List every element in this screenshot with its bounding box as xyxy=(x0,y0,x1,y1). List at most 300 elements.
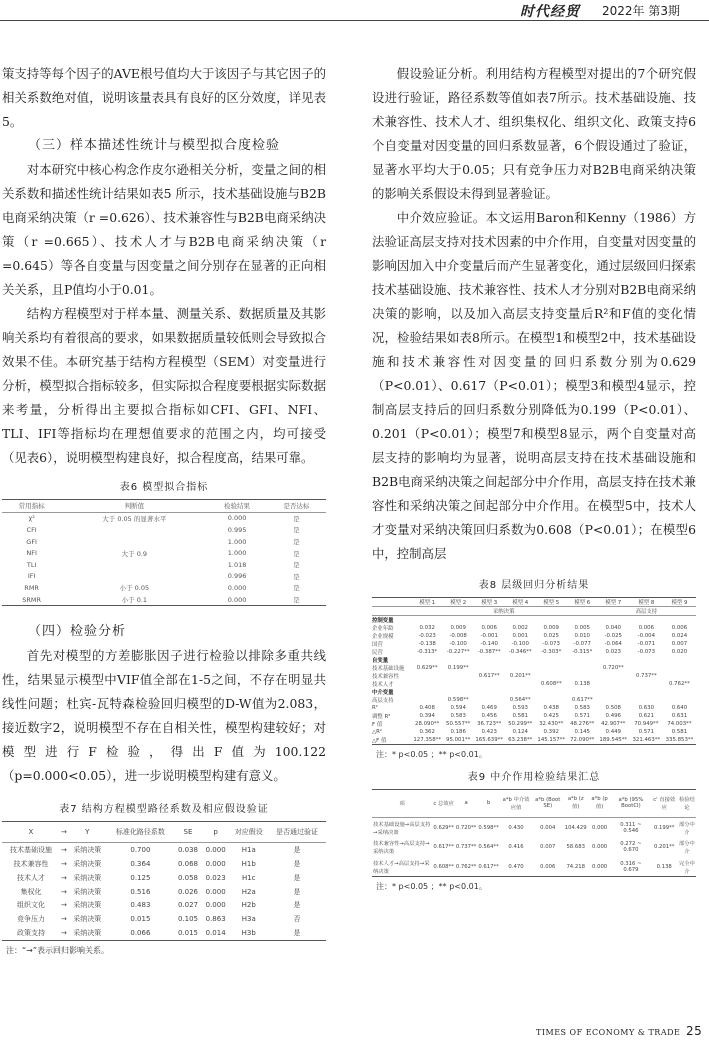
table-cell: H2a xyxy=(241,887,256,896)
table-cell: 0.201** xyxy=(654,844,675,851)
left-column xyxy=(2,62,326,956)
paragraph: 策支持等每个因子的AVE根号值均大于该因子与其它因子的相关系数绝对值，说明该量表具有良好的区分效度，详见表5。 xyxy=(2,66,326,129)
table-cell: 0.066 xyxy=(107,926,175,940)
table-cell: 0.863 xyxy=(205,915,226,924)
table-cell: SRMR xyxy=(2,594,61,606)
table-cell: 是 xyxy=(293,860,301,869)
table-row xyxy=(2,912,326,926)
table-cell: GFI xyxy=(26,537,37,546)
table-cell: -0.387** xyxy=(477,649,501,655)
table-cell: H1b xyxy=(241,860,256,869)
table-header: a*b 中介效应值 xyxy=(500,789,532,817)
table-cell: 采纳决策 xyxy=(73,860,102,869)
table-cell: 0.617** xyxy=(571,697,593,703)
table-cell xyxy=(473,664,506,672)
table-cell xyxy=(61,536,207,548)
table-cell xyxy=(568,616,597,625)
table-cell: 0.004 xyxy=(540,824,556,831)
table-cell xyxy=(597,688,630,696)
page-footer xyxy=(536,1024,703,1038)
table-cell: 0.000 xyxy=(227,583,247,592)
table-cell: 0.186 xyxy=(450,728,466,735)
table-cell xyxy=(535,664,568,672)
table-cell: 采纳决策 xyxy=(73,846,102,855)
table-cell: 0.995 xyxy=(227,525,247,534)
page-number: 25 xyxy=(686,1024,703,1038)
table-cell: 0.456 xyxy=(481,712,497,719)
table-header: p xyxy=(202,822,230,843)
table-cell: 高层支持 xyxy=(372,698,394,704)
table-row xyxy=(2,559,326,571)
table-cell: 技术基础设施→高层支持→采纳决策 xyxy=(373,821,431,836)
table9-note: 注：* p<0.05 ；** p<0.01。 xyxy=(376,882,487,892)
table-cell: 0.002 xyxy=(512,625,528,631)
table-cell: 0.483 xyxy=(130,901,151,910)
table-header: 模型 8 xyxy=(630,598,663,607)
table-row xyxy=(372,736,696,745)
table-cell: 0.058 xyxy=(177,873,199,882)
table-cell: 0.593 xyxy=(512,704,528,711)
table-cell xyxy=(630,664,663,672)
table-cell: 0.007 xyxy=(671,641,688,647)
table-cell: 0.630 xyxy=(638,704,655,711)
table-cell: 1.000 xyxy=(227,549,247,558)
table-cell: → xyxy=(61,860,67,869)
table-cell: 0.005 xyxy=(574,625,590,631)
table-cell: → xyxy=(61,873,67,882)
table-cell: 自变量 xyxy=(372,658,389,664)
table-cell: 0.394 xyxy=(419,712,435,719)
table-cell: -0.077 xyxy=(573,641,591,647)
table-cell xyxy=(597,680,630,688)
table-cell: -0.100 xyxy=(449,641,467,647)
table-cell xyxy=(61,571,207,583)
table-cell: 0.068 xyxy=(177,860,199,869)
table7-caption: 表7 结构方程模型路径系数及相应假设验证 xyxy=(59,804,269,816)
table-cell: 0.737** xyxy=(635,673,657,679)
table-cell xyxy=(597,616,630,625)
table-cell xyxy=(444,680,473,688)
table-cell: 0.617** xyxy=(477,857,499,877)
table-cell: -0.004 xyxy=(637,633,656,639)
table-row xyxy=(372,817,696,837)
table-header: a*b (p值) xyxy=(588,789,611,817)
table-cell: 是 xyxy=(293,561,300,570)
table-cell: 0.737** xyxy=(455,844,477,851)
table-cell: 采纳决策 xyxy=(73,873,102,882)
table-cell: 集权化 xyxy=(20,887,42,896)
table-cell: 0.364 xyxy=(130,860,151,869)
table-cell: 企业年龄 xyxy=(372,626,394,632)
table-cell: -0.138 xyxy=(418,641,436,647)
table-cell: 0.581 xyxy=(512,712,528,719)
table-row xyxy=(2,926,326,940)
table-cell: 165.639** xyxy=(473,736,506,745)
table-cell: 是 xyxy=(293,901,301,910)
table-header: 模型 6 xyxy=(568,598,597,607)
table-cell: 0.700 xyxy=(130,846,151,855)
table-cell: → xyxy=(61,901,67,910)
magazine-title: 时代经贸 xyxy=(520,4,580,20)
table-cell: -0.303* xyxy=(541,649,562,655)
table-header: 检验结果 xyxy=(207,500,266,513)
table-cell: 民营 xyxy=(372,650,383,656)
table-cell xyxy=(61,524,207,536)
table-cell: 0.581 xyxy=(671,728,688,735)
table-cell: 0.025 xyxy=(543,633,559,639)
table-cell: -0.071 xyxy=(637,641,656,647)
issue-label: 2022年 第3期 xyxy=(602,4,680,18)
table-row xyxy=(2,536,326,548)
table-cell: 63.238** xyxy=(506,736,535,745)
table-cell xyxy=(597,696,630,704)
table-cell: 0.408 xyxy=(419,704,435,711)
table-header: 检验结论 xyxy=(678,789,696,817)
table-cell: 0.598** xyxy=(478,824,499,831)
table-cell xyxy=(473,656,506,664)
table-cell: 调整 R² xyxy=(372,713,391,720)
table-header: b xyxy=(477,789,499,817)
table-header: 是否通过验证 xyxy=(268,822,326,843)
table7 xyxy=(2,821,326,941)
journal-name: TIMES OF ECONOMY & TRADE xyxy=(536,1028,681,1037)
table-cell xyxy=(630,696,663,704)
table-header: → xyxy=(60,822,68,843)
table-cell: 50.557** xyxy=(446,720,471,727)
table-cell xyxy=(411,680,444,688)
table-cell: H3b xyxy=(229,926,268,940)
table-cell: 0.000 xyxy=(205,846,226,855)
table-cell: 0.629** xyxy=(433,824,454,831)
table-row xyxy=(2,582,326,594)
table-header: 模型 2 xyxy=(444,598,473,607)
table-cell xyxy=(506,616,535,625)
table-cell: -0.073 xyxy=(542,641,560,647)
table-cell: -0.001 xyxy=(480,633,498,639)
table-cell: △F 值 xyxy=(372,736,411,745)
table-cell xyxy=(506,656,535,664)
table-group-row xyxy=(372,616,696,625)
table-cell: 0.020 xyxy=(671,649,688,655)
table-row xyxy=(2,594,326,606)
table-cell: -0.073 xyxy=(637,649,656,655)
table-header: 模型 3 xyxy=(473,598,506,607)
table-cell: χ² xyxy=(28,514,35,523)
table-cell: 0.006 xyxy=(481,625,497,631)
table-cell: 技术兼容性 xyxy=(372,674,399,680)
table-cell: 部分中介 xyxy=(678,821,695,836)
table-cell: H3a xyxy=(241,915,256,924)
table-cell: 部分中介 xyxy=(678,841,695,856)
table-cell: 0.000 xyxy=(227,514,247,523)
table-cell: 0.996 xyxy=(227,572,247,581)
table-cell: 0.564** xyxy=(478,844,499,851)
table-cell xyxy=(411,672,444,680)
table-cell: 0.000 xyxy=(592,844,608,851)
table-group-header xyxy=(372,607,411,616)
table-cell: R² xyxy=(372,704,378,711)
table-cell: -0.227** xyxy=(446,649,470,655)
table-cell: 0.105 xyxy=(177,915,199,924)
table-header: a*b (95% BootCI) xyxy=(611,789,651,817)
table-cell: 企业规模 xyxy=(372,634,394,640)
table-cell: -0.140 xyxy=(480,641,498,647)
section-heading: （四）检验分析 xyxy=(28,624,127,640)
table-cell: 0.316 ~ 0.679 xyxy=(611,857,651,877)
table-cell: 是 xyxy=(293,584,300,593)
table-cell: 0.124 xyxy=(512,728,528,735)
table-cell: 0.608** xyxy=(432,857,454,877)
table-cell: 0.508 xyxy=(605,704,621,711)
table-cell xyxy=(663,696,696,704)
table-cell: 0.007 xyxy=(540,844,556,851)
table-cell: 0.027 xyxy=(177,901,199,910)
table-cell: 0.423 xyxy=(481,728,497,735)
table-cell: 采纳决策 xyxy=(68,926,107,940)
table-cell xyxy=(663,616,696,625)
table-cell: 95.001** xyxy=(444,736,473,745)
table-cell xyxy=(630,656,663,664)
table-cell: 104.429 xyxy=(564,824,587,831)
table-cell: -0.025 xyxy=(604,633,622,639)
table-cell: 0.138 xyxy=(651,857,678,877)
table-cell: 0.564** xyxy=(509,697,531,703)
table-cell: -0.064 xyxy=(604,641,622,647)
table-header: 对应假设 xyxy=(229,822,268,843)
table-cell: 技术兼容性 xyxy=(13,860,49,869)
table-cell: 0.040 xyxy=(605,625,621,631)
table-cell: 0.598** xyxy=(447,697,469,703)
table-cell: 0.720** xyxy=(455,824,477,831)
table-cell: 0.006 xyxy=(532,857,563,877)
table-cell: 组织文化 xyxy=(16,901,45,910)
table-cell: 0.014 xyxy=(202,926,230,940)
table-cell xyxy=(506,688,535,696)
table-cell xyxy=(61,559,207,571)
table-cell: 是 xyxy=(267,594,326,606)
table-cell: 0.201** xyxy=(509,673,531,679)
table-cell: △R² xyxy=(372,728,383,735)
table-header: 是否达标 xyxy=(267,500,326,513)
table-group-header: 采纳决策 xyxy=(411,607,597,616)
table-cell xyxy=(663,664,696,672)
table-header: 模型 1 xyxy=(411,598,444,607)
table-cell: H2b xyxy=(241,901,256,910)
table-cell: 0.631 xyxy=(671,712,688,719)
table-row xyxy=(372,640,696,648)
table-cell: 技术人才→高层支持→采纳决策 xyxy=(372,857,432,877)
table-cell: -0.313* xyxy=(417,649,438,655)
table-cell: 0.006 xyxy=(671,625,688,631)
table-cell: 小于 0.05 xyxy=(119,584,150,593)
table-row xyxy=(2,547,326,559)
table-cell: -0.315* xyxy=(572,649,593,655)
table-cell: 1.000 xyxy=(227,537,247,546)
table-header: 模型 4 xyxy=(506,598,535,607)
table-cell: 0.023 xyxy=(205,873,226,882)
table-cell: → xyxy=(61,887,67,896)
table-cell: 是 xyxy=(293,572,300,581)
table-cell: 技术兼容性→高层支持→采纳决策 xyxy=(373,841,430,856)
table-cell: 0.272 ~ 0.670 xyxy=(620,841,642,854)
table-cell: 0.449 xyxy=(605,728,621,735)
table-cell: 0.199** xyxy=(447,665,469,671)
table-cell: 技术基础设施 xyxy=(372,666,405,672)
table-cell: 0.038 xyxy=(177,846,199,855)
table-cell: 0.015 xyxy=(130,915,151,924)
table-cell xyxy=(473,680,506,688)
paragraph: 结构方程模型对于样本量、测量关系、数据质量及其影响关系均有着很高的要求，如果数据质量较低则会导致拟合效果不佳。本研究基于结构方程模型（SEM）对变量进行分析，模型拟合指标较多，但实际拟合程度要根据实际数据来考量，分析得出主要拟合指标如CFI、GFI、NFI、TLI、IFI等指标均在理想值要求的范围之内，均可接受（见表6），说明模型构建良好，拟合程度高，结果可靠。 xyxy=(2,306,326,465)
table-cell xyxy=(568,656,597,664)
table-cell: -0.008 xyxy=(449,633,467,639)
table-header: a xyxy=(455,789,477,817)
table-cell: 0.496 xyxy=(605,712,621,719)
table-cell: 0.000 xyxy=(592,824,608,831)
table-cell xyxy=(630,616,663,625)
table-cell: H1a xyxy=(241,846,256,855)
table6 xyxy=(2,499,326,606)
table-cell xyxy=(535,656,568,664)
table-cell: 42.907** xyxy=(601,720,626,727)
table-cell xyxy=(473,616,506,625)
table-cell xyxy=(568,664,597,672)
table-cell: 321.463** xyxy=(630,736,663,745)
table-cell: 32.430** xyxy=(539,720,564,727)
table-cell xyxy=(473,696,506,704)
table-row xyxy=(2,871,326,885)
page-header xyxy=(0,0,709,22)
table-cell xyxy=(411,656,444,664)
table-cell: 中介变量 xyxy=(372,690,394,696)
table-cell xyxy=(506,680,535,688)
table-cell: 技术人才 xyxy=(372,682,394,688)
table-cell xyxy=(663,688,696,696)
table-cell: 0.425 xyxy=(543,712,559,719)
table-cell: 完全中介 xyxy=(678,857,696,877)
table-row xyxy=(2,857,326,871)
table-cell: 0.583 xyxy=(574,704,590,711)
table-cell: → xyxy=(60,926,68,940)
table-row xyxy=(2,885,326,899)
table-cell: 采纳决策 xyxy=(73,887,102,896)
table-cell: 技术人才 xyxy=(16,873,45,882)
table-row xyxy=(372,664,696,672)
table-cell: 0.009 xyxy=(543,625,559,631)
table-row xyxy=(2,571,326,583)
table-cell xyxy=(411,696,444,704)
table-cell: 政策支持 xyxy=(2,926,60,940)
table-cell: H1c xyxy=(241,873,256,882)
paragraph: 假设验证分析。利用结构方程模型对提出的7个研究假设进行验证，路径系数等值如表7所示。技术基础设施、技术兼容性、技术人才、组织集权化、组织文化、政策支持6个自变量对因变量的回归系数显著，6个假设通过了验证，显著水平均大于0.05；只有竞争压力对B2B电商采纳决策的影响关系假设未得到显著验证。 xyxy=(372,66,696,201)
table-cell: → xyxy=(61,846,67,855)
table-cell: 0.608** xyxy=(540,681,562,687)
table-cell: 是 xyxy=(293,514,300,523)
table-cell: 74.218 xyxy=(563,857,588,877)
table-row xyxy=(372,696,696,704)
table-header: 常用指标 xyxy=(2,500,61,513)
table-cell: 0.006 xyxy=(638,625,655,631)
table-header: 模型 5 xyxy=(535,598,568,607)
table-row xyxy=(372,728,696,736)
table-cell xyxy=(444,672,473,680)
table-cell: 是 xyxy=(293,526,300,535)
table-cell: 0.000 xyxy=(205,887,226,896)
table-group-header: 高层支持 xyxy=(597,607,696,616)
table-cell xyxy=(568,688,597,696)
table-cell: 国营 xyxy=(372,642,383,648)
table-cell xyxy=(473,688,506,696)
table-row xyxy=(372,672,696,680)
table-cell: 0.720** xyxy=(602,665,624,671)
table-row xyxy=(372,857,696,877)
table-header: X xyxy=(2,822,60,843)
table-row xyxy=(372,632,696,640)
table-header: c' 直接效应 xyxy=(651,789,678,817)
table-cell: → xyxy=(61,915,67,924)
table-cell xyxy=(411,616,444,625)
table8 xyxy=(372,597,696,745)
table-cell xyxy=(568,672,597,680)
table-cell: -0.100 xyxy=(511,641,529,647)
table-cell: 0.629** xyxy=(416,665,438,671)
table-row xyxy=(372,837,696,857)
table-cell: 是 xyxy=(268,926,326,940)
paragraph: 中介效应验证。本文运用Baron和Kenny（1986）方法验证高层支持对技术因素的中介作用，自变量对因变量的影响因加入中介变量后而产生显著变化，通过层级回归探索技术基础设施、技术兼容性、技术人才分别对B2B电商采纳决策的影响，以及加入高层支持变量后R²和F值的变化情况，检验结果如表8所示。在模型1和模型2中，技术基础设施和技术兼容性对因变量的回归系数分别为0.629（P<0.01）、0.617（P<0.01）；模型3和模型4显示，控制高层支持后的回归系数分别降低为0.199（P<0.01）、0.201（P<0.01）；模型7和模型8显示，两个自变量对高层支持的影响均为显著，说明高层支持在技术基础设施和B2B电商采纳决策之间起部分中介作用，高层支持在技术兼容性和采纳决策之间起部分中介作用。在模型5中，技术人才变量对采纳决策回归系数为0.608（P<0.01）；在模型6中，控制高层 xyxy=(372,210,696,561)
table8-note: 注：* p<0.05 ；** p<0.01。 xyxy=(376,749,487,759)
table-cell: 0.009 xyxy=(450,625,466,631)
table-cell: CFI xyxy=(26,525,37,534)
table-cell xyxy=(663,656,696,664)
table-row xyxy=(372,624,696,632)
table-cell: RMR xyxy=(24,583,39,592)
table-cell: 0.015 xyxy=(174,926,202,940)
table-cell: 采纳决策 xyxy=(73,901,102,910)
table-cell: 0.001 xyxy=(512,633,528,639)
table-cell: 0.470 xyxy=(500,857,532,877)
table-cell xyxy=(630,680,663,688)
table-cell xyxy=(444,656,473,664)
table-cell: 0.000 xyxy=(207,594,266,606)
table8-caption: 表8 层级回归分析结果 xyxy=(478,580,590,591)
table-cell: 0.430 xyxy=(508,824,524,831)
table9-caption: 表9 中介作用检验结果汇总 xyxy=(467,771,601,783)
table-cell: 采纳决策 xyxy=(73,915,102,924)
table-cell: -0.346** xyxy=(508,649,532,655)
header-rule xyxy=(0,20,709,21)
table-header: SE xyxy=(174,822,202,843)
table-row xyxy=(2,899,326,913)
table-cell: -0.023 xyxy=(418,633,436,639)
table-cell: 48.276** xyxy=(570,720,595,727)
table-cell: 0.125 xyxy=(130,873,151,882)
table-row xyxy=(372,648,696,656)
table-cell xyxy=(535,672,568,680)
table-cell xyxy=(630,688,663,696)
table-cell: 否 xyxy=(293,915,301,924)
table-cell: 是 xyxy=(293,873,301,882)
paragraph: 对本研究中核心构念作皮尔逊相关分析，变量之间的相关系数和描述性统计结果如表5 所示，技术基础设施与B2B电商采纳决策（r =0.626）、技术兼容性与B2B电商采纳决策（r =0.665）、技术人才与B2B电商采纳决策（r =0.645）等各自变量与因变量之间分别存在显著的正向相关关系，且P值均小于0.01。 xyxy=(2,162,326,297)
table-row xyxy=(2,524,326,536)
table-cell xyxy=(535,688,568,696)
table-header: 模型 9 xyxy=(663,598,696,607)
section-heading: （三）样本描述性统计与模型拟合度检验 xyxy=(28,138,281,153)
table-cell: 0.438 xyxy=(543,704,559,711)
table-group-row xyxy=(372,656,696,664)
table-cell: 0.032 xyxy=(419,625,435,631)
table-cell: 0.571 xyxy=(638,728,655,735)
table-cell: 1.018 xyxy=(227,560,247,569)
table-cell xyxy=(597,656,630,664)
